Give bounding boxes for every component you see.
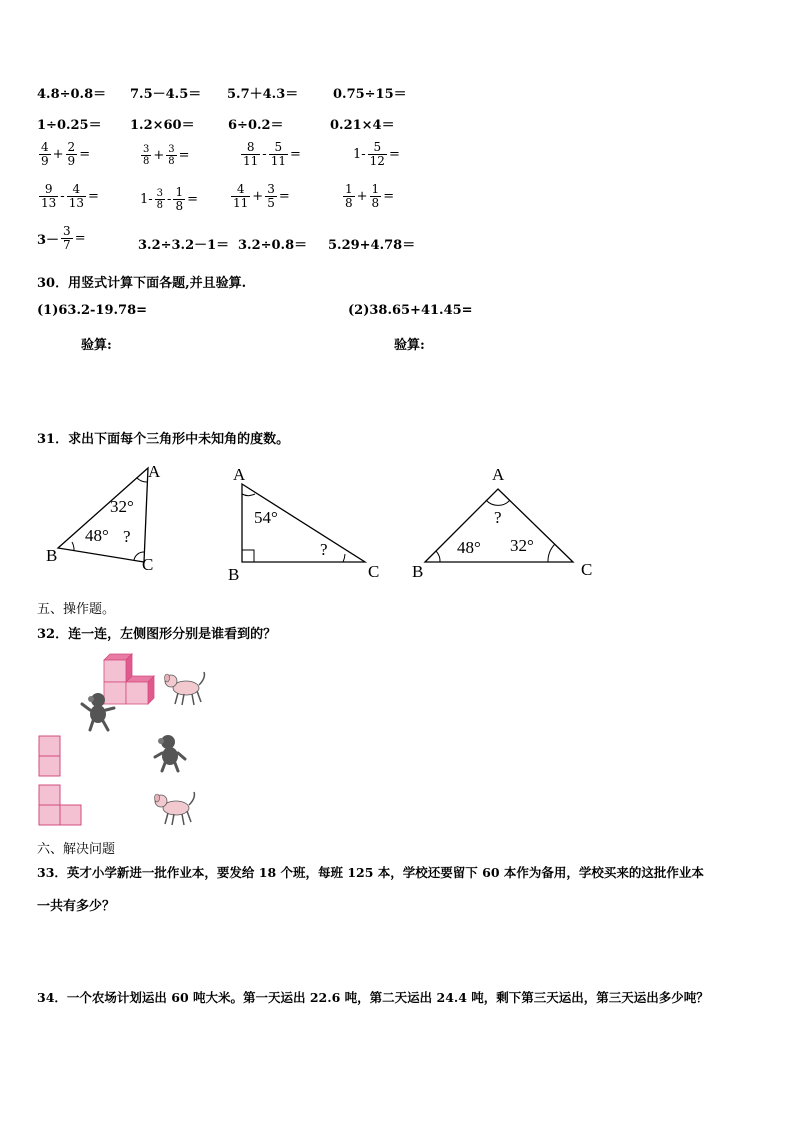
tri1-angle-a: 32°	[110, 497, 134, 516]
tri2-angle-a: 54°	[254, 508, 278, 527]
q30-check2: 验算:	[394, 338, 425, 353]
tri3-angle-b: 48°	[457, 538, 481, 557]
fraction: $\frac{3}{8}$	[143, 144, 150, 167]
arith-3-2: 3.2÷3.2－1＝	[138, 238, 230, 253]
tri1-label-b: B	[46, 546, 58, 565]
fraction: $\frac{5}{12}$	[369, 140, 385, 168]
q33-line1: 33．英才小学新进一批作业本，要发给 18 个班，每班 125 本，学校还要留下 60 本作为备用，学校买来的这批作业本	[37, 865, 704, 880]
arith-2-4: 0.21×4＝	[330, 118, 395, 133]
tri1-angle-b: 48°	[85, 526, 109, 545]
fraction: $\frac{3}{7}$	[63, 224, 71, 252]
fraction: $\frac{5}{11}$	[270, 140, 286, 168]
fraction: $\frac{3}{8}$	[168, 144, 175, 167]
arith-3-4: 5.29+4.78＝	[328, 238, 416, 253]
arith-2-1: 1÷0.25＝	[37, 118, 102, 133]
frac-expr-3a: 3－ $\frac{3}{7}$ =	[37, 224, 86, 252]
dog-icon	[160, 668, 210, 708]
tri1-label-c: C	[142, 555, 154, 574]
frac-expr-1c: $\frac{8}{11}$ - $\frac{5}{11}$ =	[243, 140, 301, 168]
q30-title: 30．用竖式计算下面各题,并且验算.	[37, 276, 247, 291]
q30-part1: (1)63.2-19.78=	[37, 303, 148, 318]
fraction: $\frac{1}{8}$	[345, 182, 353, 210]
frac-expr-1d: 1- $\frac{5}{12}$ =	[353, 140, 400, 168]
fraction: $\frac{9}{13}$	[41, 182, 57, 210]
fraction: $\frac{8}{11}$	[243, 140, 259, 168]
tri1-angle-c: ?	[123, 527, 131, 546]
view-shape-2	[38, 784, 84, 828]
q34-text: 34．一个农场计划运出 60 吨大米。第一天运出 22.6 吨，第二天运出 24.4 吨，剩下第三天运出，第三天运出多少吨？	[37, 990, 709, 1005]
dog-icon	[150, 788, 200, 828]
q33-line2: 一共有多少？	[37, 899, 116, 914]
arith-2-3: 6÷0.2＝	[228, 118, 284, 133]
section-6-heading: 六、解决问题	[37, 842, 116, 857]
fraction: $\frac{3}{8}$	[156, 188, 164, 211]
fraction: $\frac{4}{11}$	[233, 182, 249, 210]
arith-1-2: 7.5－4.5＝	[130, 87, 202, 102]
triangle-3	[420, 484, 580, 574]
arith-1-4: 0.75÷15＝	[333, 87, 407, 102]
fraction: $\frac{4}{9}$	[41, 140, 49, 168]
monkey-icon	[78, 690, 118, 732]
fraction: $\frac{4}{13}$	[68, 182, 84, 210]
tri2-label-b: B	[228, 565, 240, 584]
arith-2-2: 1.2×60＝	[130, 118, 195, 133]
q31-title: 31．求出下面每个三角形中未知角的度数。	[37, 432, 290, 447]
frac-expr-2d: $\frac{1}{8}$ + $\frac{1}{8}$ =	[345, 182, 395, 210]
tri2-angle-c: ?	[320, 540, 328, 559]
fraction: $\frac{1}{8}$	[371, 182, 380, 210]
frac-expr-1b: $\frac{3}{8}$ + $\frac{3}{8}$ =	[143, 144, 190, 167]
frac-expr-2a: $\frac{9}{13}$ - $\frac{4}{13}$ =	[41, 182, 99, 210]
frac-expr-2b: 1- $\frac{3}{8}$ - $\frac{1}{8}$ =	[140, 185, 198, 213]
q32-title: 32．连一连，左侧图形分别是谁看到的？	[37, 627, 277, 642]
tri3-label-c: C	[581, 560, 593, 579]
arith-3-3: 3.2÷0.8＝	[238, 238, 308, 253]
frac-expr-1a: $\frac{4}{9}$ + $\frac{2}{9}$ =	[41, 140, 91, 168]
q30-part2: (2)38.65+41.45=	[348, 303, 473, 318]
frac-expr-2c: $\frac{4}{11}$ + $\frac{3}{5}$ =	[233, 182, 290, 210]
monkey-icon	[150, 733, 190, 773]
tri2-label-a: A	[233, 465, 246, 484]
tri2-label-c: C	[368, 562, 380, 581]
tri3-label-b: B	[412, 562, 424, 581]
view-shape-1	[38, 735, 62, 779]
fraction: $\frac{2}{9}$	[67, 140, 76, 168]
arith-1-3: 5.7＋4.3＝	[227, 87, 299, 102]
tri3-angle-c: 32°	[510, 536, 534, 555]
arith-1-1: 4.8÷0.8＝	[37, 87, 107, 102]
q30-check1: 验算:	[81, 338, 112, 353]
fraction: $\frac{1}{8}$	[175, 185, 184, 213]
section-5-heading: 五、操作题。	[37, 602, 116, 617]
tri3-label-a: A	[492, 465, 505, 484]
fraction: $\frac{3}{5}$	[267, 182, 275, 210]
tri3-angle-a: ?	[494, 508, 502, 527]
tri1-label-a: A	[148, 462, 161, 481]
